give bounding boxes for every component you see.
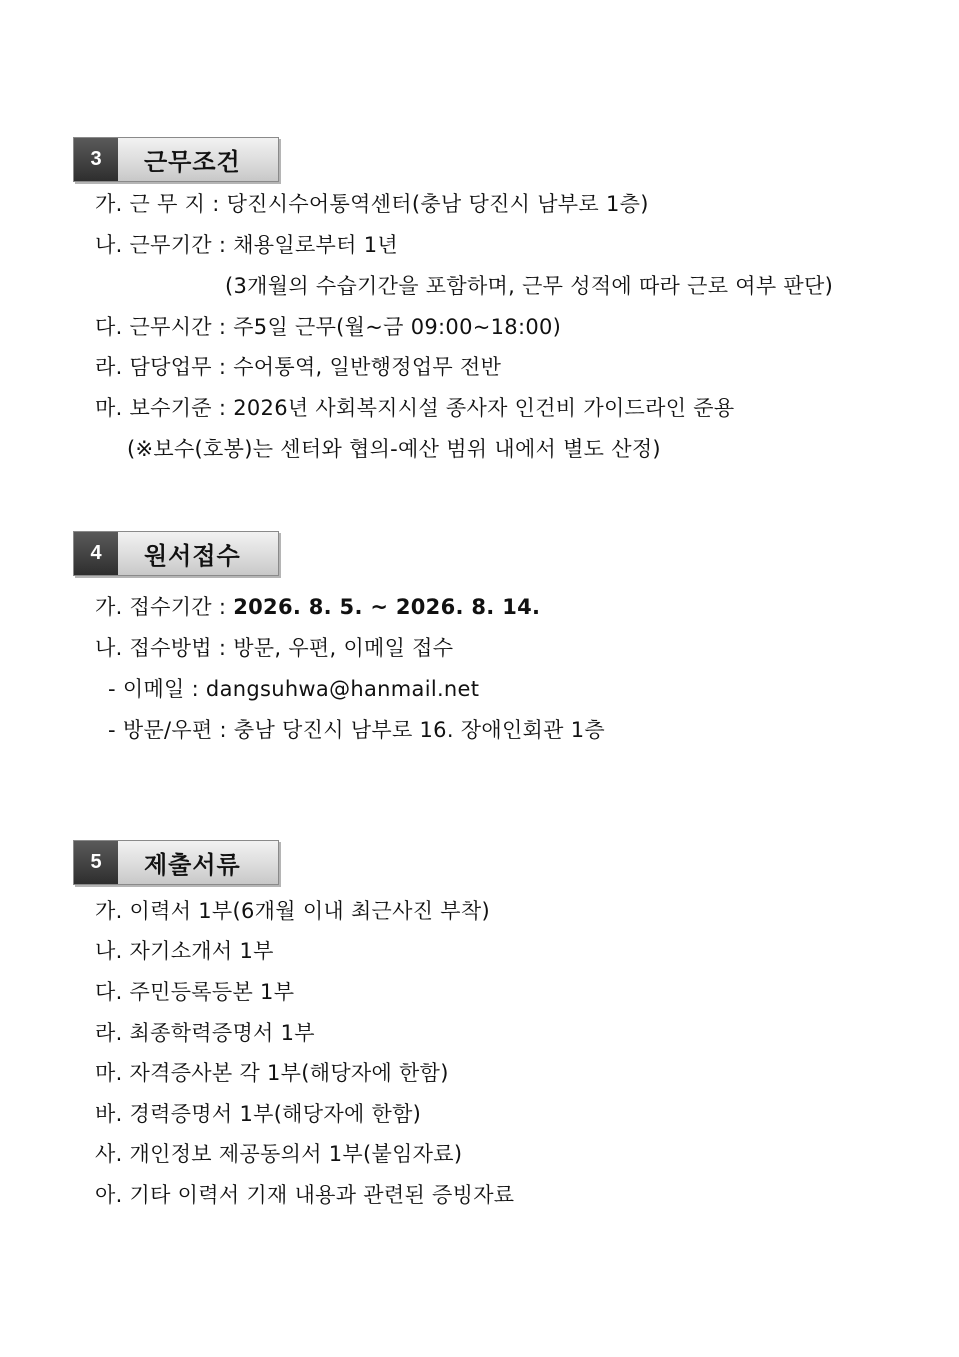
section-header-5	[73, 840, 279, 885]
section-number: 5	[74, 841, 118, 884]
application-period-dates: 2026. 8. 5. ~ 2026. 8. 14.	[233, 595, 541, 619]
section-title: 제출서류	[144, 851, 241, 879]
work-period-line: 나. 근무기간 : 채용일로부터 1년	[95, 233, 398, 257]
application-method-line: 나. 접수방법 : 방문, 우편, 이메일 접수	[95, 636, 454, 660]
section-number: 4	[74, 532, 118, 575]
document-item: 마. 자격증사본 각 1부(해당자에 한함)	[95, 1061, 449, 1085]
document-item: 라. 최종학력증명서 1부	[95, 1021, 315, 1045]
duties-line: 라. 담당업무 : 수어통역, 일반행정업무 전반	[95, 355, 502, 379]
salary-line: 마. 보수기준 : 2026년 사회복지시설 종사자 인건비 가이드라인 준용	[95, 396, 735, 420]
probation-note-line: (3개월의 수습기간을 포함하며, 근무 성적에 따라 근로 여부 판단)	[225, 274, 834, 298]
document-item: 아. 기타 이력서 기재 내용과 관련된 증빙자료	[95, 1183, 515, 1207]
application-period-label: 가. 접수기간 :	[95, 595, 234, 619]
work-location-line: 가. 근 무 지 : 당진시수어통역센터(충남 당진시 남부로 1층)	[95, 192, 649, 216]
document-item: 다. 주민등록등본 1부	[95, 980, 295, 1004]
document-item: 바. 경력증명서 1부(해당자에 한함)	[95, 1102, 422, 1126]
visit-mail-line: - 방문/우편 : 충남 당진시 남부로 16. 장애인회관 1층	[108, 718, 605, 742]
section-number: 3	[74, 138, 118, 181]
section-title: 근무조건	[144, 148, 241, 176]
section-title: 원서접수	[144, 542, 241, 570]
salary-note-line: (※보수(호봉)는 센터와 협의-예산 범위 내에서 별도 산정)	[127, 437, 661, 461]
document-item: 나. 자기소개서 1부	[95, 939, 274, 963]
document-item: 가. 이력서 1부(6개월 이내 최근사진 부착)	[95, 899, 490, 923]
document-item: 사. 개인정보 제공동의서 1부(붙임자료)	[95, 1142, 463, 1166]
email-line: - 이메일 : dangsuhwa@hanmail.net	[108, 677, 480, 701]
section-header-3	[73, 137, 279, 182]
section-header-4	[73, 531, 279, 576]
application-period-line	[95, 593, 540, 621]
work-hours-line: 다. 근무시간 : 주5일 근무(월~금 09:00~18:00)	[95, 315, 562, 339]
